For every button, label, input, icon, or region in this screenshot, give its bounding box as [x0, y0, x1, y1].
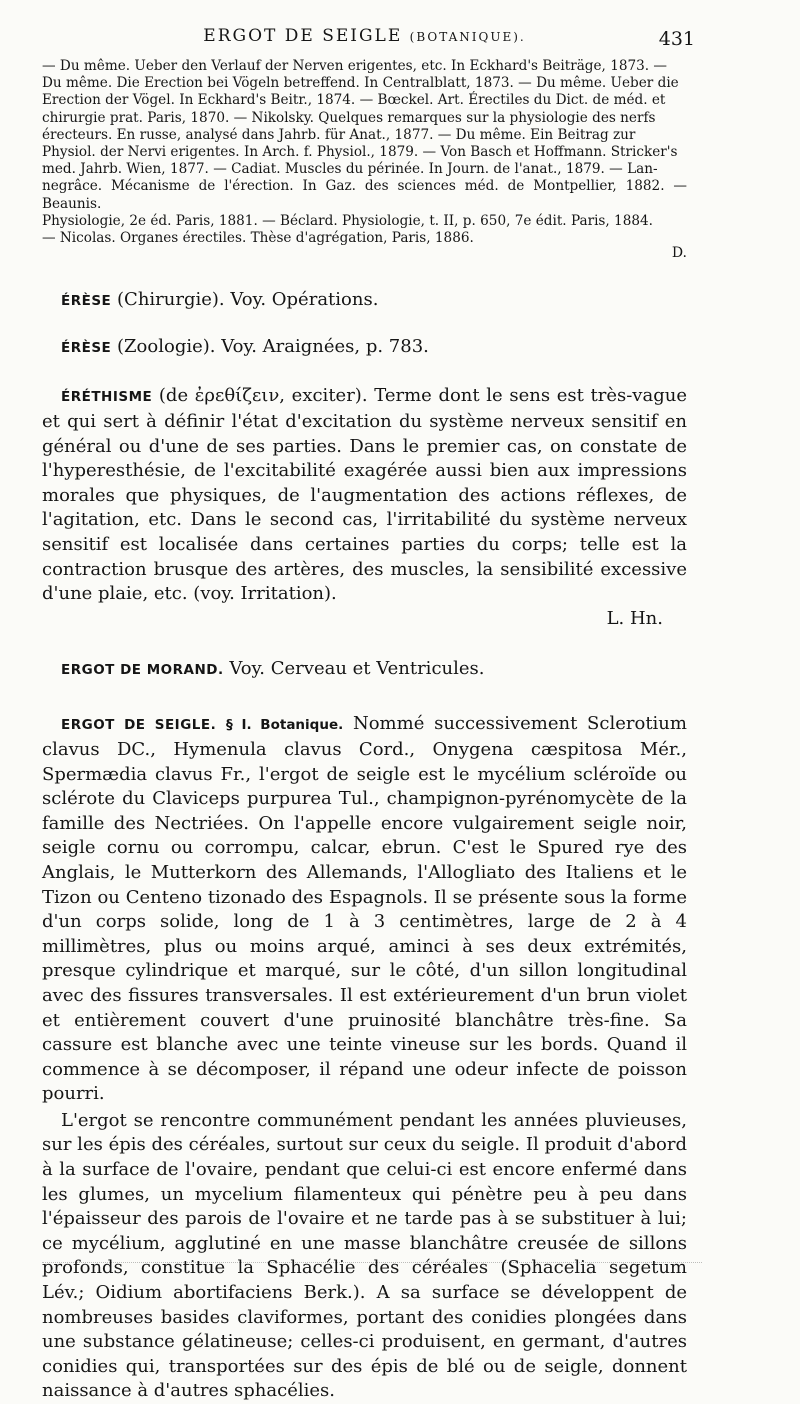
ref-line: Physiologie, 2e éd. Paris, 1881. — Béclard. Physiologie, t. II, p. 650, 7e édit. Paris, 1884.	[42, 212, 653, 229]
ref-line: negrâce. Mécanisme de l'érection. In Gaz. des sciences méd. de Montpellier, 1882. — Beaunis.	[42, 178, 687, 212]
document-page	[42, 26, 695, 1404]
ref-line: — Nicolas. Organes érectiles. Thèse d'agrégation, Paris, 1886.	[42, 230, 474, 247]
ref-line: chirurgie prat. Paris, 1870. — Nikolsky. Quelques remarques sur la physiologie des nerfs	[42, 109, 656, 126]
section-label: § I. Botanique.	[225, 717, 344, 734]
entry-paragraph: L'ergot se rencontre communément pendant les années pluvieuses, sur les épis des céréales, surtout sur ceux du seigle. Il produit d'abord à la surface de l'ovaire, pendant que celui-ci est encore enfermé dans les glumes, un mycelium filamenteux qui pénètre peu à peu dans l'épaisseur des parois de l'ovaire et ne tarde pas à se substituer à lui; ce mycélium, agglutiné en une masse blanchâtre creusée de sillons profonds, constitue la Sphacélie des céréales (Sphacelia segetum Lév.; Oidium abortifaciens Berk.). A sa surface se développent de nombreuses basides claviformes, portant des conidies plongées dans une substance gélatineuse; celles-ci produisent, en germant, d'autres conidies qui, transportées sur des épis de blé ou de seigle, donnent naissance à d'autres sphacélies.	[42, 1109, 687, 1402]
headword: ERGOT DE SEIGLE.	[61, 717, 217, 734]
cross-reference: (Chirurgie). Voy. Opérations.	[117, 289, 379, 311]
headword: ÉRÈSE	[61, 340, 112, 357]
running-subtitle: (BOTANIQUE).	[409, 30, 526, 44]
ref-line: érecteurs. En russe, analysé dans Jahrb. für Anat., 1877. — Du même. Ein Beitrag zur	[42, 126, 636, 143]
entry-erese-chirurgie	[42, 288, 687, 313]
ref-line: Physiol. der Nervi erigentes. In Arch. f. Physiol., 1879. — Von Basch et Hoffmann. Stricker's	[42, 144, 678, 161]
cross-reference: (Zoologie). Voy. Araignées, p. 783.	[117, 336, 429, 358]
headword: ÉRÉTHISME	[61, 389, 153, 406]
headword: ERGOT DE MORAND.	[61, 662, 224, 679]
cross-reference: Voy. Cerveau et Ventricules.	[229, 658, 485, 680]
running-head	[42, 26, 695, 52]
author-signature: D.	[671, 245, 687, 262]
page-bottom-edge	[42, 1262, 702, 1273]
entry-erethisme	[42, 384, 687, 631]
entry-text: (de ἐρεθίζειν, exciter). Terme dont le sens est très-vague et qui sert à définir l'état d'excitation du système nerveux sensitif en général ou d'une de ses parties. Dans le premier cas, on constate de l'hyperesthésie, de l'excitabilité exagérée aussi bien aux impressions morales que physiques, de l'augmentation des actions réflexes, de l'agitation, etc. Dans le second cas, l'irritabilité du système nerveux sensitif est localisée dans certaines parties du corps; telle est la contraction brusque des artères, des muscles, la sensibilité excessive d'une plaie, etc. (voy. Irritation).	[42, 385, 687, 605]
ref-line: Du même. Die Erection bei Vögeln betreffend. In Centralblatt, 1873. — Du même. Ueber die	[42, 75, 679, 92]
entry-ergot-de-morand	[42, 657, 687, 682]
ref-line: — Du même. Ueber den Verlauf der Nerven erigentes, etc. In Eckhard's Beiträge, 1873. —	[42, 58, 668, 74]
bibliography-block	[42, 58, 687, 262]
ref-line: Erection der Vögel. In Eckhard's Beitr., 1874. — Bœckel. Art. Érectiles du Dict. de méd. et	[42, 92, 666, 109]
ref-line: med. Jahrb. Wien, 1877. — Cadiat. Muscles du périnée. In Journ. de l'anat., 1879. — Lan-	[42, 161, 658, 178]
entry-ergot-de-seigle	[42, 712, 687, 1107]
author-signature: L. Hn.	[606, 607, 663, 629]
headword: ÉRÈSE	[61, 293, 112, 310]
page-number: 431	[658, 28, 695, 50]
running-title: ERGOT DE SEIGLE	[203, 26, 403, 46]
entry-erese-zoologie	[42, 335, 687, 360]
entry-text: Nommé successivement Sclerotium clavus DC., Hymenula clavus Cord., Onygena cæspitosa Mér., Spermædia clavus Fr., l'ergot de seigle est le mycélium scléroïde ou sclérote du Claviceps purpurea Tul., champignon-pyrénomycète de la famille des Nectriées. On l'appelle encore vulgairement seigle noir, seigle cornu ou corrompu, calcar, ebrun. C'est le Spured rye des Anglais, le Mutterkorn des Allemands, l'Allogliato des Italiens et le Tizon ou Centeno tizonado des Espagnols. Il se présente sous la forme d'un corps solide, long de 1 à 3 centimètres, large de 2 à 4 millimètres, plus ou moins arqué, aminci à ses deux extrémités, presque cylindrique et marqué, sur le côté, d'un sillon longitudinal avec des fissures transversales. Il est extérieurement d'un brun violet et entièrement couvert d'une pruinosité blanchâtre très-fine. Sa cassure est blanche avec une teinte vineuse sur les bords. Quand il commence à se décomposer, il répand une odeur infecte de poisson pourri.	[42, 713, 687, 1105]
